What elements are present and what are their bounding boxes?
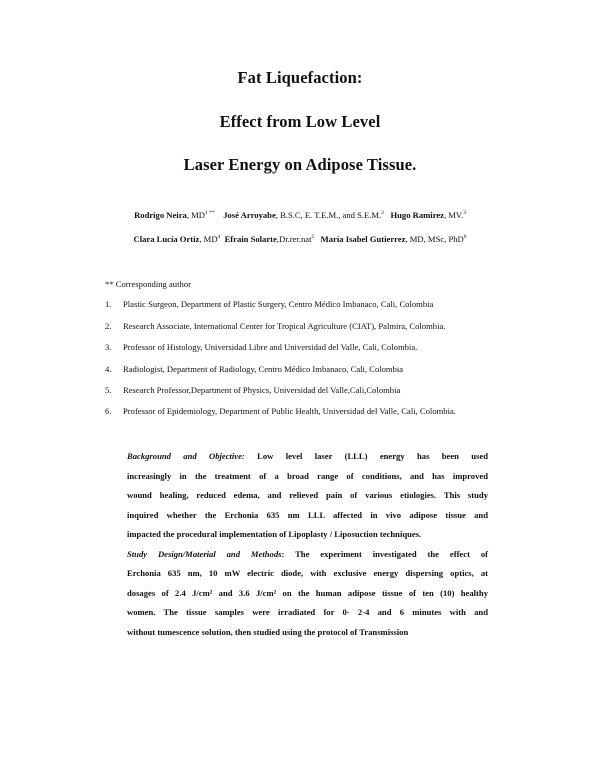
abstract-line: wound healing, reduced edema, and relieved pain of various etiologies. This study [127, 490, 488, 500]
author-affil-mark: 6 [463, 234, 467, 240]
authors-row-1 [0, 209, 600, 221]
affiliation-number: 4. [105, 364, 112, 374]
affiliation-text: Plastic Surgeon, Department of Plastic Surgery, Centro Médico Imbanaco, Cali, Colombia [123, 299, 434, 309]
author-credentials: , MD [186, 210, 205, 220]
abstract-line: increasingly in the treatment of a broad range of conditions, and has improved [127, 470, 488, 481]
author-affil-mark: 4 [217, 234, 221, 240]
author-affil-mark: 5 [311, 234, 315, 240]
affiliation-item [105, 385, 400, 395]
author-credentials: ,Dr.rer.nat [276, 234, 312, 244]
author-credentials: , B.S.C, E. T.E.M., and S.E.M. [275, 210, 382, 220]
affiliation-text: Radiologist, Department of Radiology, Centro Médico Imbanaco, Cali, Colombia [123, 364, 404, 374]
affiliation-number: 6. [105, 406, 112, 416]
abstract-text: : The experiment investigated the effect of [281, 548, 488, 559]
author-affil-mark: 2 [381, 210, 384, 216]
affiliation-item [105, 321, 445, 331]
author-name: Efrain Solarte [224, 234, 277, 244]
affiliation-text: Professor of Epidemiology, Department of Public Health, Universidad del Valle, Cali, Colombia. [123, 406, 456, 416]
abstract-background-heading: Background and Objective: [127, 451, 245, 461]
authors-row-2 [0, 233, 600, 245]
affiliation-text: Research Professor,Department of Physics, Universidad del Valle,Cali,Colombia [123, 385, 401, 395]
affiliation-item [105, 299, 433, 309]
abstract-line [127, 545, 488, 565]
affiliation-item [105, 406, 456, 416]
author-credentials: , MV. [443, 210, 464, 220]
abstract-text: Low level laser (LLL) energy has been used [257, 451, 488, 461]
affiliation-text: Professor of Histology, Universidad Libre and Universidad del Valle, Cali, Colombia. [123, 342, 418, 352]
author-affil-mark: 3 [463, 210, 466, 216]
author-name: María Isabel Gutierrez [320, 234, 406, 244]
abstract-line: dosages of 2.4 J/cm² and 3.6 J/cm² on the human adipose tissue of ten (10) healthy [127, 587, 488, 598]
corresponding-author-note: ** Corresponding author [105, 279, 191, 289]
author-name: Clara Lucía Ortiz [133, 234, 200, 244]
abstract-line: without tumescence solution, then studied using the protocol of Transmission [127, 626, 409, 637]
author-credentials: , MD [199, 234, 218, 244]
abstract-line: women. The tissue samples were irradiated for 0- 2-4 and 6 minutes with and [127, 607, 488, 617]
author-affil-mark: 1 ** [204, 210, 215, 216]
abstract [127, 447, 488, 642]
affiliation-item [105, 342, 417, 352]
abstract-line: inquired whether the Erchonia 635 nm LLL affected in vivo adipose tissue and [127, 509, 488, 520]
author-name: Rodrigo Neira [134, 210, 187, 220]
title-line-2: Effect from Low Level [219, 112, 381, 131]
affiliation-text: Research Associate, International Center for Tropical Agriculture (CIAT), Palmira, Colombia. [123, 321, 446, 331]
author-name: Hugo Ramirez [390, 210, 444, 220]
affiliation-item [105, 364, 403, 374]
affiliation-number: 3. [105, 342, 112, 352]
abstract-line: Erchonia 635 nm, 10 mW electric diode, with exclusive energy dispersing optics, at [127, 568, 488, 578]
abstract-line [127, 447, 488, 467]
title-line-1: Fat Liquefaction: [237, 68, 363, 87]
abstract-study-design-heading: Study Design/Material and Methods [127, 548, 282, 559]
abstract-line: impacted the procedural implementation of Lipoplasty / Liposuction techniques. [127, 529, 422, 539]
affiliation-number: 1. [105, 299, 112, 309]
title-line-3: Laser Energy on Adipose Tissue. [183, 155, 417, 174]
author-credentials: , MD, MSc, PhD [405, 234, 464, 244]
affiliation-number: 2. [105, 321, 112, 331]
affiliation-number: 5. [105, 385, 112, 395]
author-name: José Arroyabe [223, 210, 276, 220]
